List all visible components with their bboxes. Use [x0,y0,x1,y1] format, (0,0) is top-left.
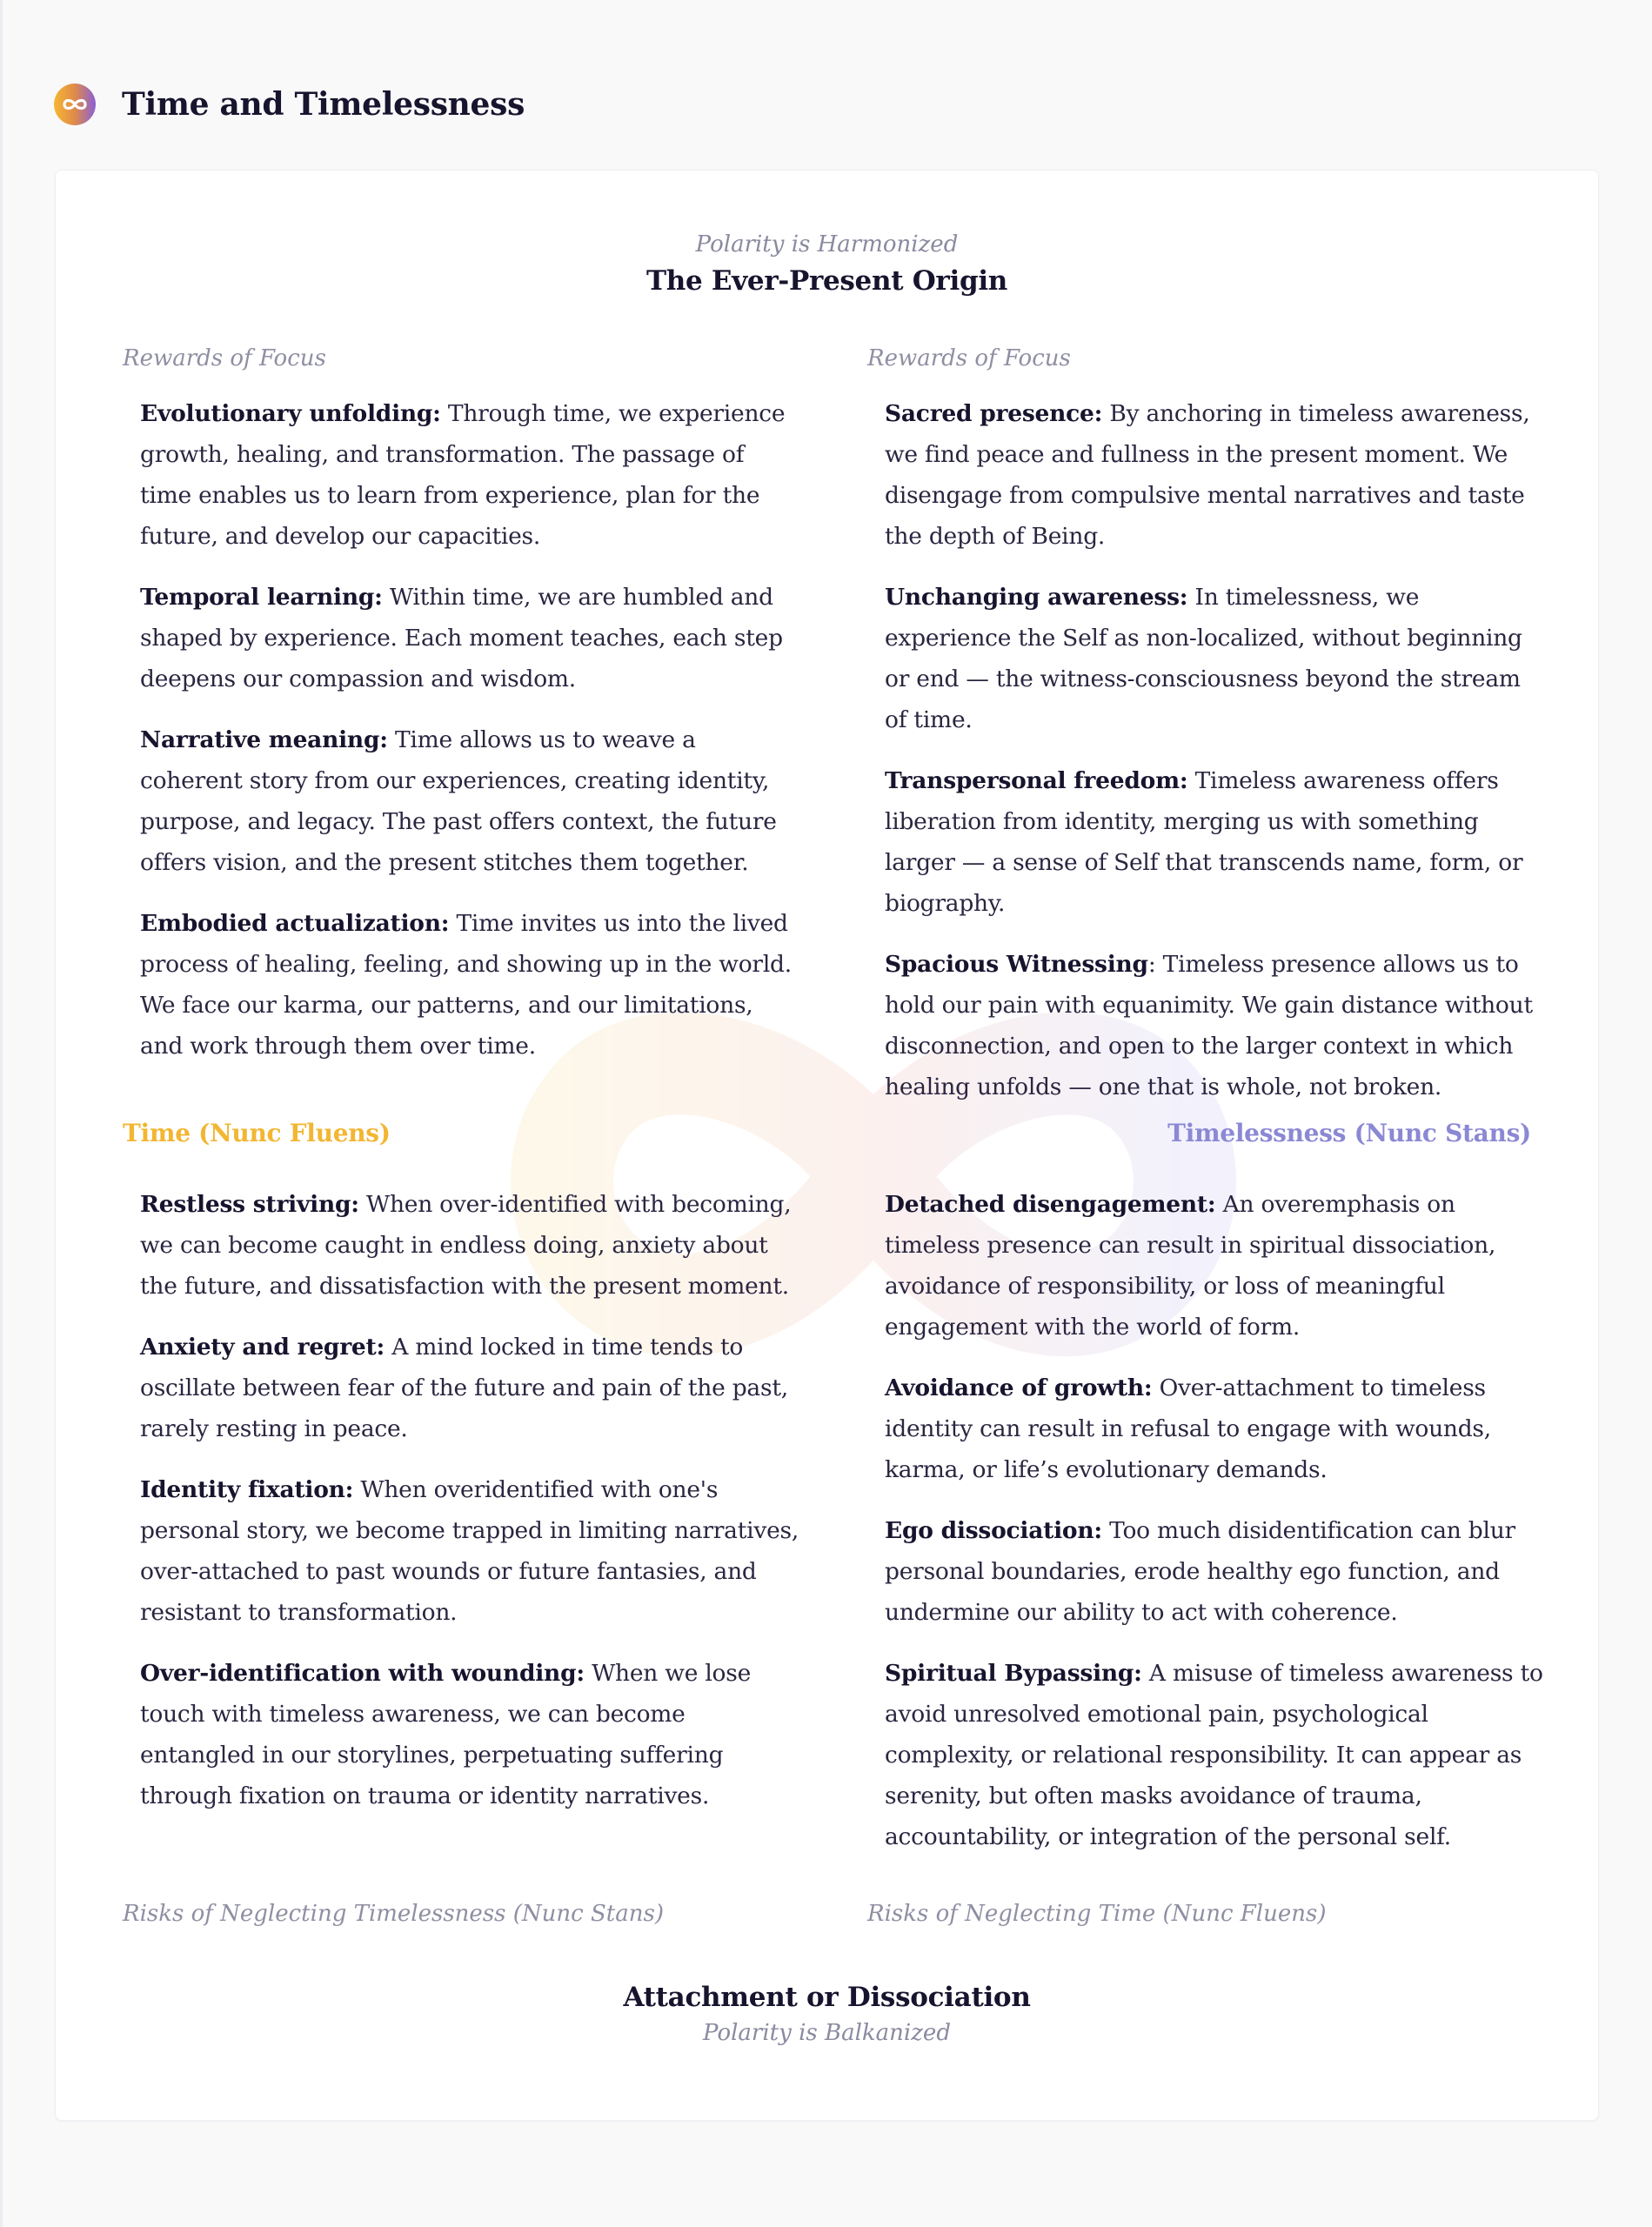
page-header [54,82,525,127]
page-left-rule [0,0,3,2227]
list-item: Detached disengagement: An overemphasis on timeless presence can result in spiritual dissociation, avoidance of responsibility, or loss of meaningful engagement with the world of form. [885,1191,1496,1341]
rewards-time-quadrant [123,344,819,1087]
list-item: Restless striving: When over-identified with becoming, we can become caught in endless doing, anxiety about the future, and dissatisfaction with the present moment. [140,1191,792,1300]
list-item: Ego dissociation: Too much disidentification can blur personal boundaries, erode healthy ego function, and undermine our ability to act with coherence. [885,1517,1515,1626]
item-term: Temporal learning: [140,583,383,611]
item-term: Embodied actualization: [140,909,450,937]
risks-timelessness-quadrant [867,1184,1563,1877]
rewards-label: Rewards of Focus [867,345,1071,371]
list-item: Anxiety and regret: A mind locked in time tends to oscillate between fear of the future and pain of the past, rarely resting in peace. [140,1334,788,1442]
risks-neglecting-time-label: Risks of Neglecting Time (Nunc Fluens) [867,1901,1327,1927]
infinity-icon [54,84,96,125]
rewards-timelessness-quadrant [867,344,1563,1127]
item-term: Sacred presence: [885,399,1103,427]
list-item: Over-identification with wounding: When we lose touch with timeless awareness, we can become entangled in our storylines, perpetuating suffering through fixation on trauma or identity narratives. [140,1660,752,1809]
pole-timelessness-label: Timelessness (Nunc Stans) [1167,1119,1531,1147]
list-item: Temporal learning: Within time, we are humbled and shaped by experience. Each moment teaches, each step deepens our compassion and wisdom. [140,583,783,692]
item-term: Anxiety and regret: [140,1334,385,1361]
list-item: Sacred presence: By anchoring in timeless awareness, we find peace and fullness in the present moment. We disengage from compulsive mental narratives and taste the depth of Being. [885,399,1530,550]
item-term: Evolutionary unfolding: [140,399,441,427]
item-term: Spacious Witnessing [885,950,1148,978]
list-item: Avoidance of growth: Over-attachment to timeless identity can result in refusal to engage with wounds, karma, or life’s evolutionary demands. [885,1374,1491,1483]
item-term: Transpersonal freedom: [885,766,1188,794]
risks-neglecting-timelessness-label: Risks of Neglecting Timelessness (Nunc Stans) [123,1901,664,1927]
item-term: Avoidance of growth: [885,1374,1153,1401]
list-item: Narrative meaning: Time allows us to weave a coherent story from our experiences, creating identity, purpose, and legacy. The past offers context, the future offers vision, and the present stitches them together. [140,726,777,876]
list-item: Evolutionary unfolding: Through time, we experience growth, healing, and transformation. The passage of time enables us to learn from experience, plan for the future, and develop our capacities. [140,399,786,550]
attachment-dissociation-title: Attachment or Dissociation [623,1982,1031,2013]
list-item: Transpersonal freedom: Timeless awareness offers liberation from identity, merging us with something larger — a sense of Self that transcends name, form, or biography. [885,766,1523,917]
list-item: Embodied actualization: Time invites us into the lived process of healing, feeling, and showing up in the world. We face our karma, our patterns, and our limitations, and work through them over time. [140,909,792,1060]
item-term: Spiritual Bypassing: [885,1660,1142,1687]
rewards-label: Rewards of Focus [123,345,326,371]
item-term: Restless striving: [140,1191,359,1218]
list-item: Spacious Witnessing: Timeless presence allows us to hold our pain with equanimity. We gain distance without disconnection, and open to the larger context in which healing unfolds — one that is whole, not broken. [885,950,1533,1100]
pole-time-label: Time (Nunc Fluens) [123,1119,391,1147]
list-item: Unchanging awareness: In timelessness, we experience the Self as non-localized, without beginning or end — the witness-consciousness beyond the stream of time. [885,583,1522,733]
polarity-balkanized-label: Polarity is Balkanized [703,2020,951,2046]
item-term: Ego dissociation: [885,1517,1102,1544]
ever-present-origin-title: The Ever-Present Origin [645,265,1008,298]
item-term: Detached disengagement: [885,1191,1216,1218]
item-term: Over-identification with wounding: [140,1660,585,1687]
balkanized-footer [56,1982,1598,2046]
list-item: Spiritual Bypassing: A misuse of timeless awareness to avoid unresolved emotional pain, psychological complexity, or relational responsibility. It can appear as serenity, but often masks avoidance of trauma, accountability, or integration of the personal self. [885,1660,1543,1850]
item-term: Narrative meaning: [140,726,388,753]
page-title: Time and Timelessness [122,86,525,123]
harmonized-header [56,230,1598,297]
item-term: Identity fixation: [140,1476,354,1503]
polarity-map-card [55,170,1599,2121]
risks-time-quadrant [123,1184,819,1836]
polarity-harmonized-label: Polarity is Harmonized [695,231,959,257]
list-item: Identity fixation: When overidentified with one's personal story, we become trapped in limiting narratives, over-attached to past wounds or future fantasies, and resistant to transformation. [140,1476,799,1626]
item-term: Unchanging awareness: [885,583,1188,611]
